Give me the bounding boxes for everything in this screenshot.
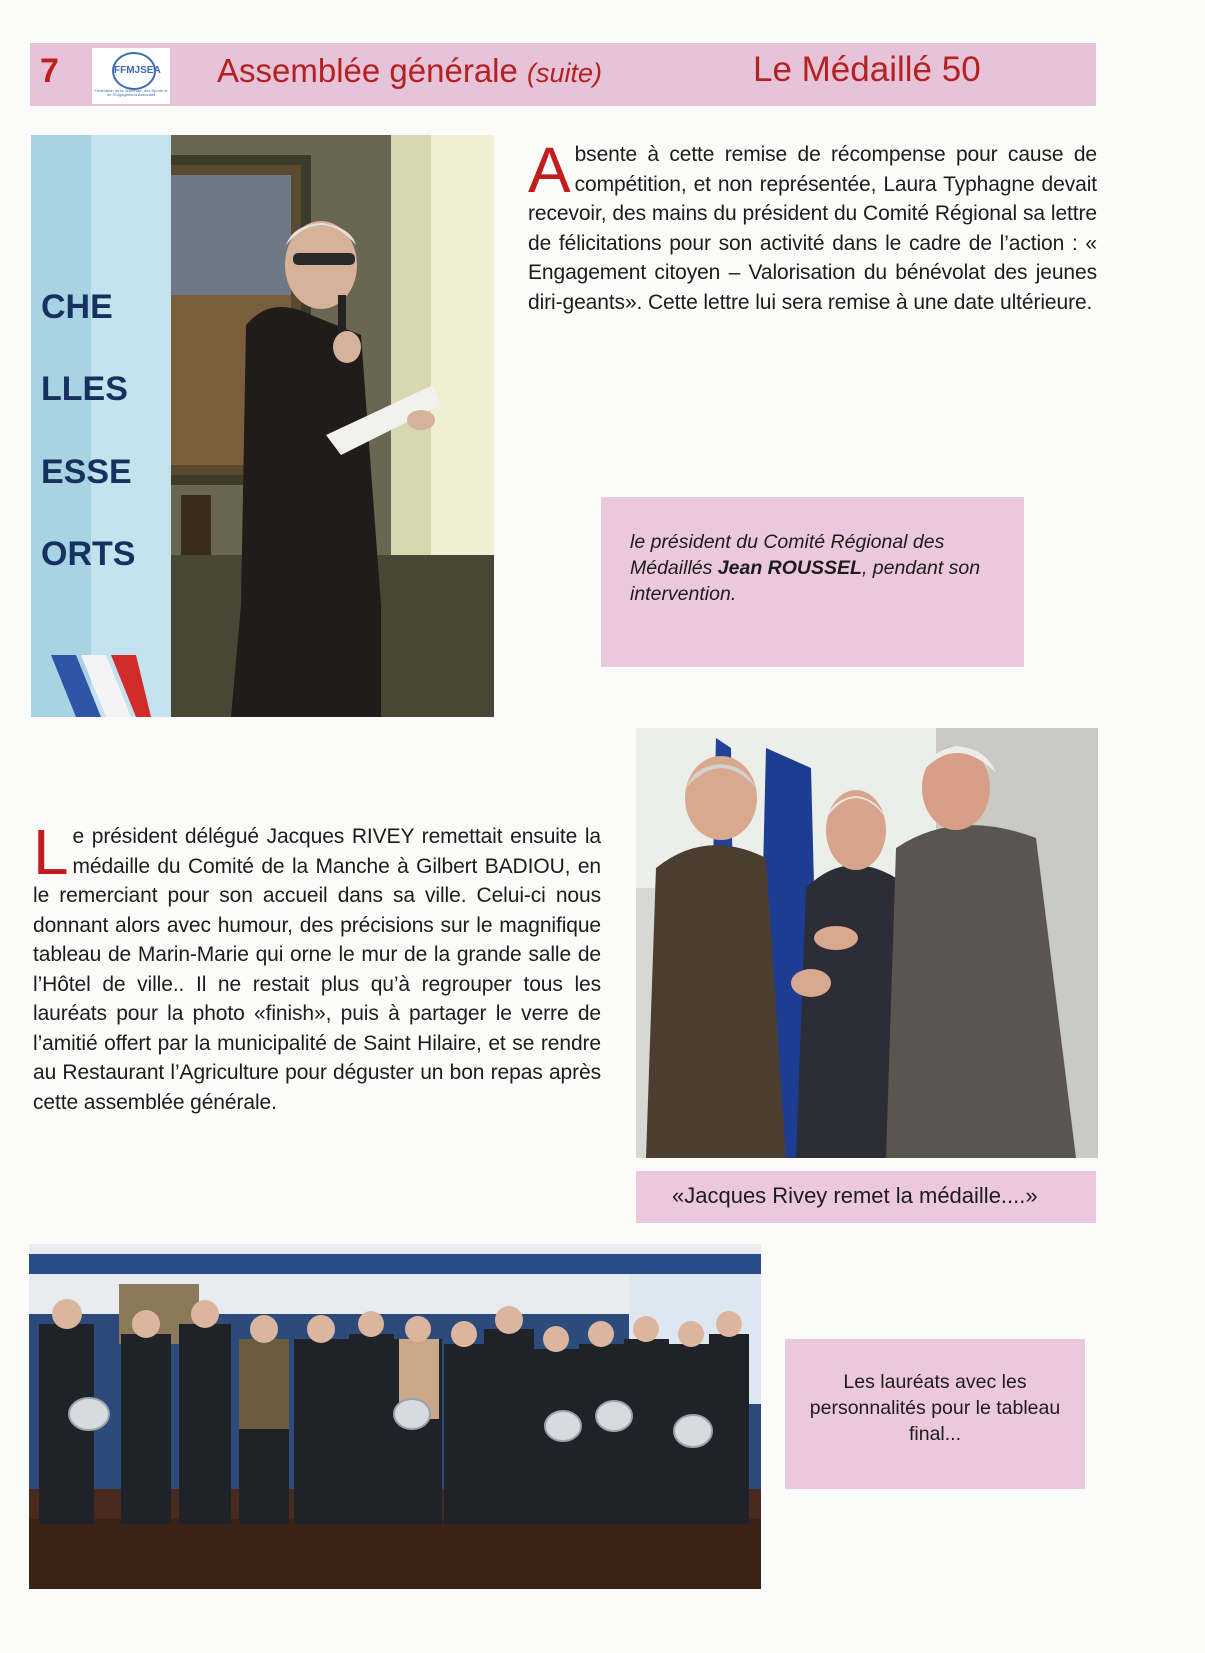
federation-logo — [92, 48, 170, 104]
banner-text-line-3: ESSE — [41, 453, 132, 491]
caption-speaker-after: , pendant son intervention. — [630, 557, 981, 605]
banner-text-line-1: CHE — [41, 288, 113, 326]
logo-emblem-icon: FFMJSEA — [112, 52, 156, 90]
caption-laureates — [785, 1339, 1085, 1489]
article-medal-text: e président délégué Jacques RIVEY remettait ensuite la médaille du Comité de la Manche à Gilbert BADIOU, en le remerciant pour son accueil dans sa ville. Celui-ci nous donnant alors avec humour, des précisions sur le magnifique tableau de Marin-Marie qui orne le mur de la grande salle de l’Hôtel de ville.. Il ne restait plus qu’à regrouper tous les lauréats pour la photo «finish», puis à partager le verre de l’amitié offert par la municipalité de Saint Hilaire, et se rendre au Restaurant l’Agriculture pour déguster un bon repas après cette assemblée générale. — [33, 825, 601, 1114]
caption-speaker — [601, 497, 1024, 667]
photo-speaker — [31, 135, 494, 717]
publication-name: Le Médaillé 50 — [753, 50, 981, 89]
caption-speaker-before: le président du Comité Régional des Médaillés — [630, 531, 945, 579]
photo-medal-handover — [636, 728, 1098, 1158]
page-title-suffix: (suite) — [527, 58, 603, 88]
caption-medal — [636, 1171, 1096, 1223]
logo-caption: Fédération de la Jeunesse, des Sports et de l'Engagement Associatif — [94, 88, 168, 97]
dropcap-a: A — [528, 134, 571, 206]
article-medal — [33, 816, 601, 1117]
banner-text-line-2: LLES — [41, 370, 128, 408]
caption-speaker-text — [630, 529, 1010, 607]
page-title — [217, 52, 602, 90]
article-absence — [528, 134, 1097, 317]
page-title-main: Assemblée générale — [217, 52, 518, 89]
caption-speaker-name: Jean ROUSSEL — [717, 557, 862, 579]
caption-laureates-text: Les lauréats avec les personnalités pour le tableau final... — [809, 1371, 1061, 1445]
banner-text-line-4: ORTS — [41, 535, 136, 573]
photo-laureates-group — [29, 1244, 761, 1589]
page-number: 7 — [40, 52, 59, 90]
dropcap-l: L — [33, 816, 69, 888]
article-absence-text: bsente à cette remise de récompense pour cause de compétition, et non représentée, Laura Typhagne devait recevoir, des mains du président du Comité Régional sa lettre de félicitations pour son activité dans le cadre de l’action : « Engagement citoyen – Valorisation du bénévolat des jeunes diri-geants». Cette lettre lui sera remise à une date ultérieure. — [528, 143, 1097, 314]
caption-medal-text: «Jacques Rivey remet la médaille....» — [672, 1183, 1038, 1208]
